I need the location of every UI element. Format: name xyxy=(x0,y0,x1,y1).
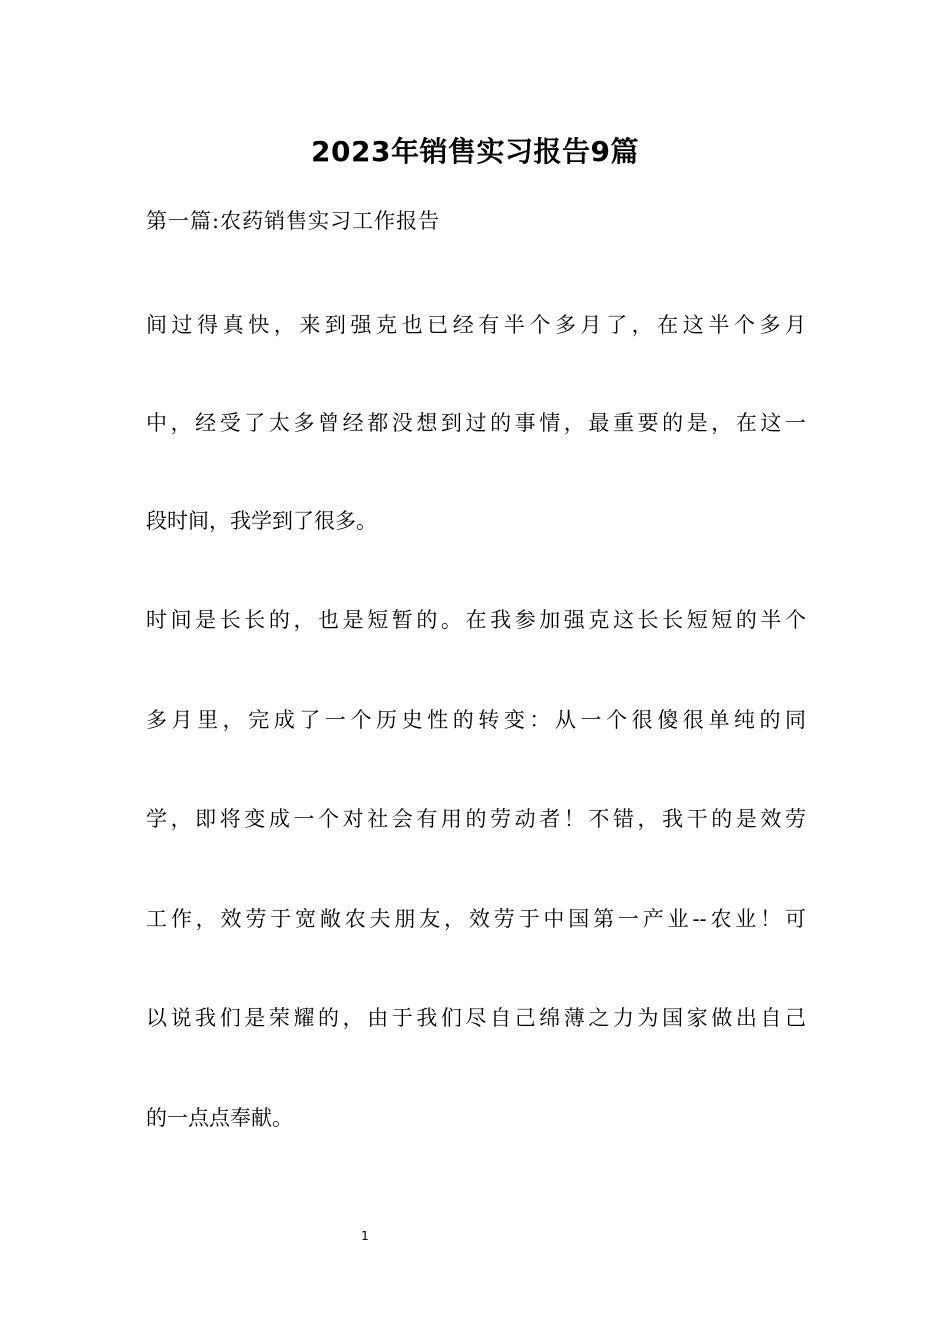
paragraph-line: 段时间，我学到了很多。 xyxy=(146,509,377,533)
paragraph-line: 的一点点奉献。 xyxy=(146,1106,293,1130)
paragraph-line: 以说我们是荣耀的，由于我们尽自己绵薄之力为国家做出自己 xyxy=(146,1006,806,1030)
page-number: 1 xyxy=(361,1229,369,1243)
paragraph-line: 时间是长长的，也是短暂的。在我参加强克这长长短短的半个 xyxy=(146,608,806,632)
section-subtitle: 第一篇:农药销售实习工作报告 xyxy=(146,209,441,233)
paragraph-line: 间过得真快，来到强克也已经有半个多月了，在这半个多月 xyxy=(146,313,806,337)
paragraph-line: 学，即将变成一个对社会有用的劳动者！不错，我干的是效劳 xyxy=(146,807,806,831)
paragraph-line: 工作，效劳于宽敞农夫朋友，效劳于中国第一产业--农业！可 xyxy=(146,907,806,931)
paragraph-line: 多月里，完成了一个历史性的转变：从一个很傻很单纯的同 xyxy=(146,708,806,732)
document-title: 2023年销售实习报告9篇 xyxy=(311,135,639,168)
paragraph-line: 中，经受了太多曾经都没想到过的事情，最重要的是，在这一 xyxy=(146,411,806,435)
